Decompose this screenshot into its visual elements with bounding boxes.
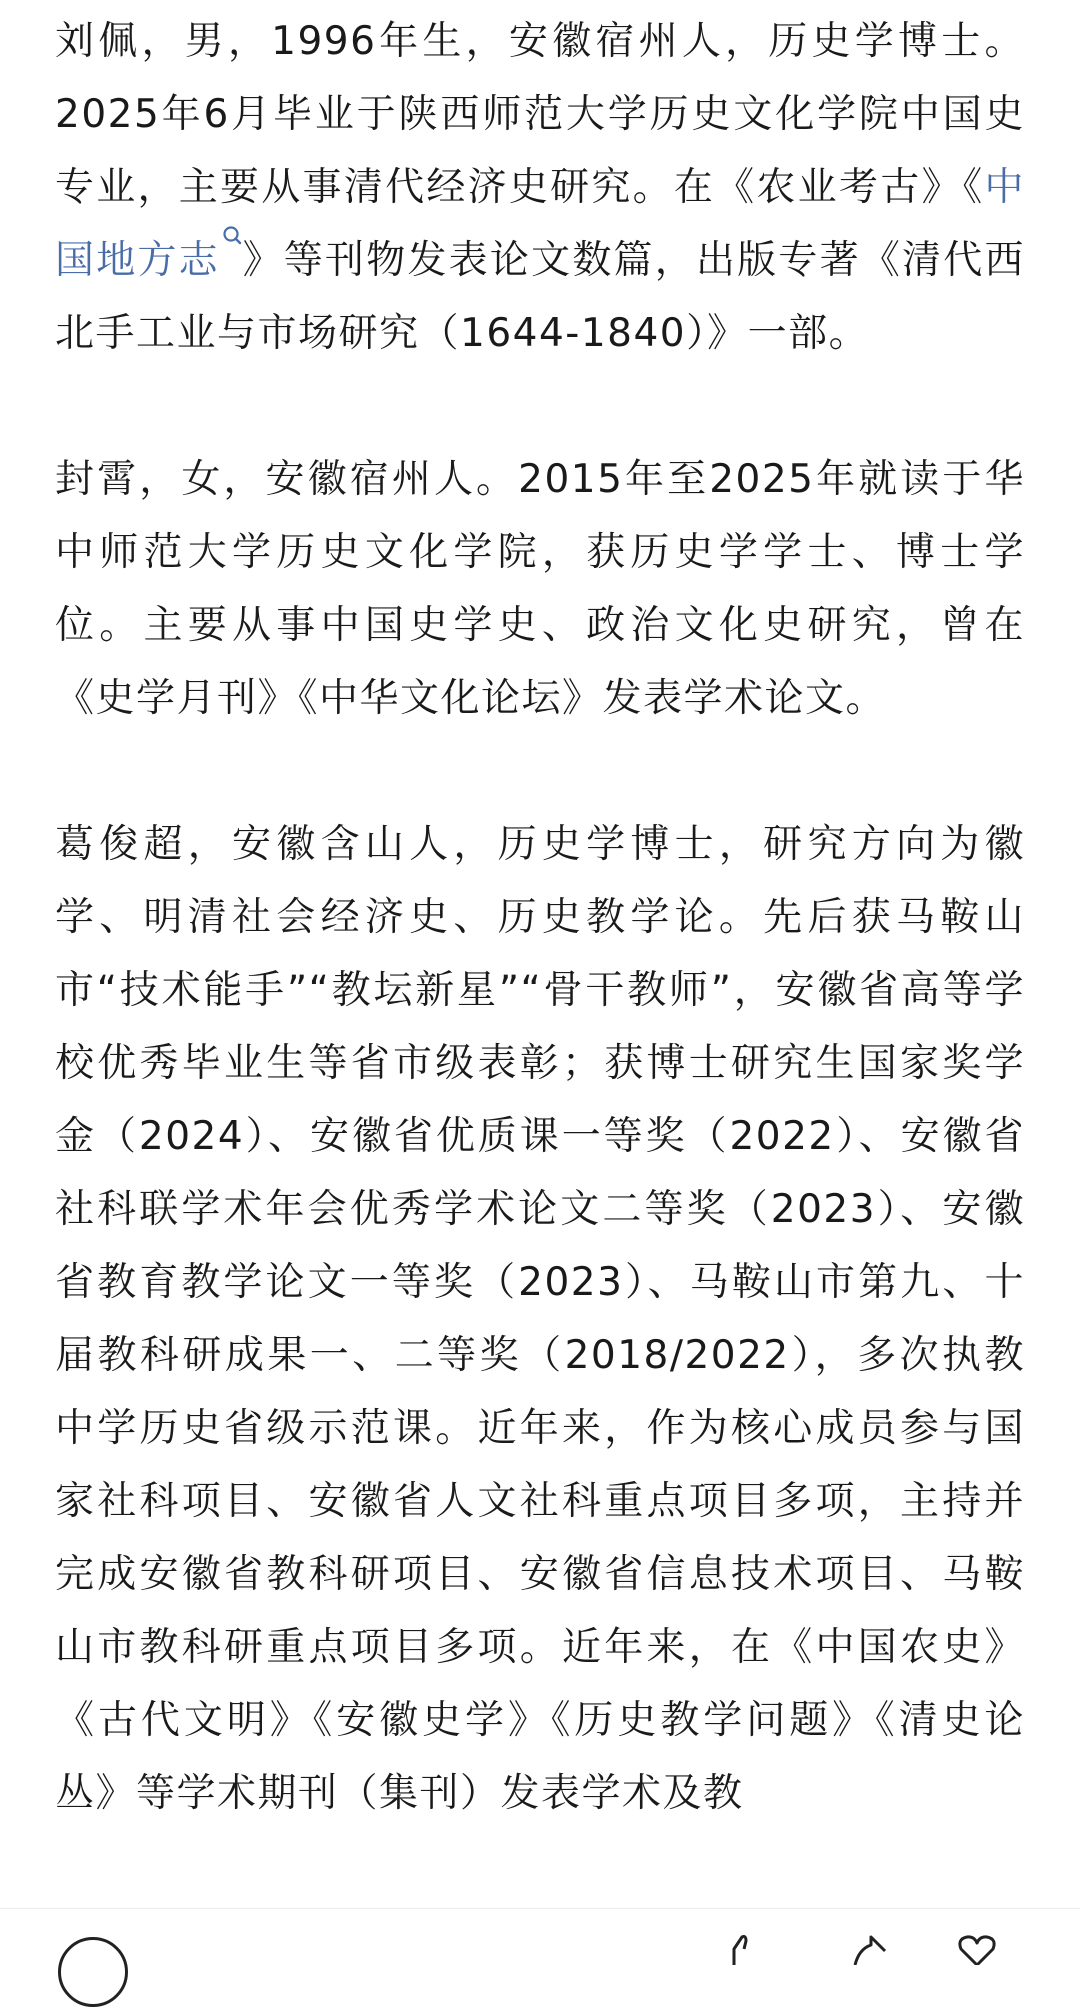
thumb-up-icon[interactable]	[720, 1935, 764, 1965]
bio-paragraph-feng-xiao: 封霄，女，安徽宿州人。2015年至2025年就读于华中师范大学历史文化学院，获历史学学士、博士学位。主要从事中国史学史、政治文化史研究，曾在《史学月刊》《中华文化论坛》发表学术论文。	[55, 457, 1025, 721]
article-body	[55, 0, 1025, 1830]
bio-paragraph-ge-junchao: 葛俊超，安徽含山人，历史学博士，研究方向为徽学、明清社会经济史、历史教学论。先后获马鞍山市“技术能手”“教坛新星”“骨干教师”，安徽省高等学校优秀毕业生等省市级表彰；获博士研究生国家奖学金（2024）、安徽省优质课一等奖（2022）、安徽省社科联学术年会优秀学术论文二等奖（2023）、安徽省教育教学论文一等奖（2023）、马鞍山市第九、十届教科研成果一、二等奖（2018/2022），多次执教中学历史省级示范课。近年来，作为核心成员参与国家社科项目、安徽省人文社科重点项目多项，主持并完成安徽省教科研项目、安徽省信息技术项目、马鞍山市教科研重点项目多项。近年来，在《中国农史》《古代文明》《安徽史学》《历史教学问题》《清史论丛》等学术期刊（集刊）发表学术及教	[55, 822, 1025, 1816]
share-icon[interactable]	[845, 1935, 889, 1965]
search-icon[interactable]	[222, 225, 242, 251]
bio-paragraph-liu-pei	[55, 5, 1025, 370]
heart-icon[interactable]	[955, 1935, 999, 1965]
keyword-link-label[interactable]: 中国地方志	[55, 165, 1025, 283]
avatar[interactable]	[58, 1937, 128, 2007]
bottom-action-bar	[0, 1908, 1080, 1955]
bio-text: 刘佩，男，1996年生，安徽宿州人，历史学博士。2025年6月毕业于陕西师范大学历史文化学院中国史专业，主要从事清代经济史研究。在《农业考古》《	[55, 19, 1025, 210]
bio-text: 》等刊物发表论文数篇，出版专著《清代西北手工业与市场研究（1644-1840）》一部。	[55, 238, 1025, 356]
